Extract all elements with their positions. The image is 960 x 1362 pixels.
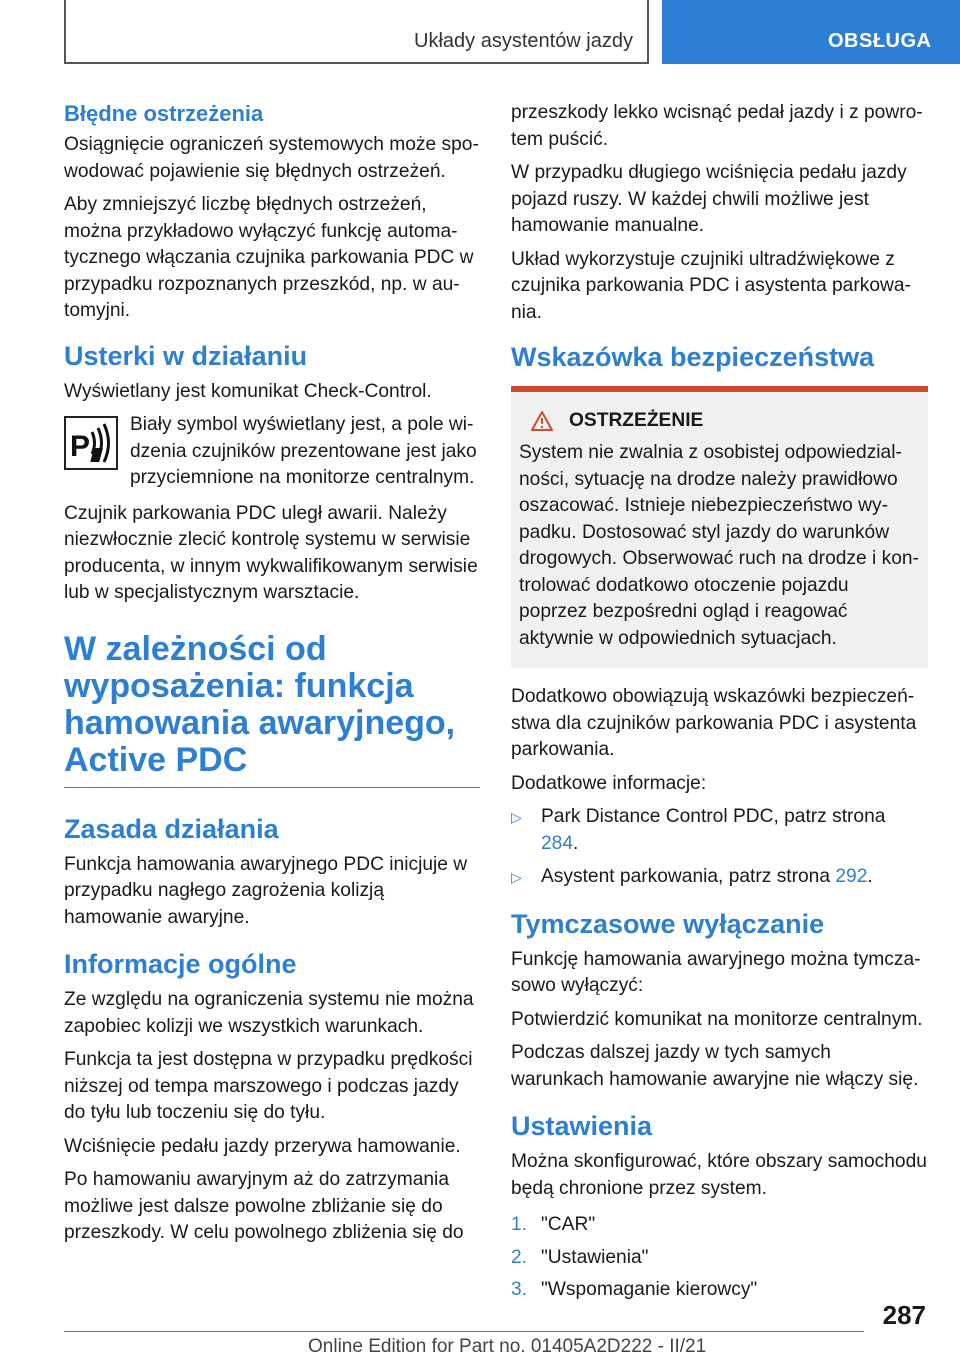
step-text: "Ustawienia" <box>541 1246 649 1268</box>
pdc-sensor-icon <box>64 416 118 470</box>
page-link-284[interactable]: 284 <box>541 832 574 854</box>
bullet-text <box>541 804 928 857</box>
left-column <box>64 100 480 1254</box>
paragraph: Po hamowaniu awaryjnym aż do zatrzymania możliwe jest dalsze powolne zbliżanie się do przeszkody. W celu powolnego zbliżenia się do <box>64 1169 464 1243</box>
bullet-label: Asystent parkowania, patrz strona <box>541 866 836 887</box>
header-chapter-tab[interactable] <box>662 0 960 64</box>
settings-steps <box>511 1212 928 1304</box>
paragraph: Funkcję hamowania awaryjnego można tymczasowo wyłączyć: <box>511 948 921 996</box>
page-number: 287 <box>882 1300 926 1330</box>
bullet-arrow-icon: ▷ <box>511 809 522 825</box>
paragraph: Dodatkowo obowiązują wskazówki bezpieczeństwa dla czujników parkowania PDC i asystenta parkowania. <box>511 686 917 760</box>
footer-edition: Online Edition for Part no. 01405A2D222 - II/21 <box>308 1336 707 1357</box>
heading-usterki: Usterki w działaniu <box>64 340 308 371</box>
page-link-292[interactable]: 292 <box>835 866 868 887</box>
paragraph: Układ wykorzystuje czujniki ultradźwiękowe z czujnika parkowania PDC i asystenta parkowania. <box>511 248 911 323</box>
heading-wskazowka-bezpieczenstwa: Wskazówka bezpieczeństwa <box>511 342 875 372</box>
warning-triangle-icon <box>531 411 553 431</box>
bullet-label: Park Distance Control PDC, patrz strona <box>541 806 886 827</box>
step-number: 1. <box>511 1214 528 1235</box>
bullet-item <box>511 804 928 857</box>
svg-text:P: P <box>70 430 91 463</box>
paragraph: Funkcja hamowania awaryjnego PDC inicjuje w przypadku nagłego zagrożenia kolizją hamowanie awaryjne. <box>64 853 468 928</box>
bullet-item <box>511 864 928 891</box>
right-column <box>511 100 928 1310</box>
warning-title: OSTRZEŻENIE <box>569 410 704 431</box>
step-number: 3. <box>511 1279 528 1300</box>
warning-text: System nie zwalnia z osobistej odpowiedzialności, sytuację na drodze należy prawidłowo oszacować. Istnieje niebezpieczeństwo wypadku. Dostosować styl jazdy do warunków drogowych. Obserwować ruch na drodze i kontrolować dodatkowo otoczenie pojazdu poprzez bezpośredni ogląd i reagować aktywnie w odpowiednich sytuacjach. <box>519 442 919 649</box>
warning-box <box>511 386 928 668</box>
step-item <box>511 1212 928 1239</box>
paragraph: Osiągnięcie ograniczeń systemowych może spowodować pojawienie się błędnych ostrzeżeń. <box>64 134 479 182</box>
header-chapter-label: OBSŁUGA <box>828 30 932 52</box>
step-number: 2. <box>511 1246 528 1268</box>
paragraph: Czujnik parkowania PDC uległ awarii. Należy niezwłocznie zlecić kontrolę systemu w serwisie producenta, w innym wykwalifikowanym serwisie lub w specjalistycznym warsztacie. <box>64 502 478 603</box>
bullet-text <box>541 864 873 891</box>
paragraph: Wciśnięcie pedału jazdy przerywa hamowanie. <box>64 1135 461 1157</box>
header-section-title: Układy asystentów jazdy <box>414 30 633 52</box>
pdc-symbol-row <box>64 412 480 492</box>
heading-tymczasowe-wylaczanie: Tymczasowe wyłączanie <box>511 908 825 939</box>
step-item <box>511 1245 928 1272</box>
paragraph: W przypadku długiego wciśnięcia pedału jazdy pojazd ruszy. W każdej chwili możliwe jest hamowanie manualne. <box>511 162 907 236</box>
heading-informacje-ogolne: Informacje ogólne <box>64 949 297 979</box>
paragraph: Wyświetlany jest komunikat Check-Control. <box>64 380 432 402</box>
step-item <box>511 1277 928 1304</box>
heading-main-active-pdc: W zależności od wyposażenia: funkcja hamowania awaryjnego, Active PDC <box>64 629 456 779</box>
heading-rule <box>64 787 480 788</box>
page-header <box>0 0 960 66</box>
step-text: "CAR" <box>541 1214 596 1235</box>
paragraph: przeszkody lekko wcisnąć pedał jazdy i z powrotem puścić. <box>511 102 923 150</box>
paragraph: Ze względu na ograniczenia systemu nie można zapobiec kolizji we wszystkich warunkach. <box>64 989 474 1037</box>
header-section-box <box>64 0 649 64</box>
paragraph: Aby zmniejszyć liczbę błędnych ostrzeżeń, można przykładowo wyłączyć funkcję automatycznego włączania czujnika parkowania PDC w przypadku rozpoznanych przeszkód, np. w automyjni. <box>64 194 474 321</box>
paragraph: Można skonfigurować, które obszary samochodu będą chronione przez system. <box>511 1151 927 1199</box>
pdc-symbol-description: Biały symbol wyświetlany jest, a pole widzenia czujników prezentowane jest jako przyciemnione na monitorze centralnym. <box>130 414 477 488</box>
heading-ustawienia: Ustawienia <box>511 1111 653 1141</box>
heading-zasada-dzialania: Zasada działania <box>64 813 279 844</box>
step-text: "Wspomaganie kierowcy" <box>541 1279 758 1300</box>
bullet-end: . <box>573 832 579 854</box>
paragraph: Funkcja ta jest dostępna w przypadku prędkości niższej od tempa marszowego i podczas jazdy do tyłu lub toczeniu się do tyłu. <box>64 1049 473 1123</box>
bullet-end: . <box>867 866 873 887</box>
paragraph: Podczas dalszej jazdy w tych samych warunkach hamowanie awaryjne nie włączy się. <box>511 1042 919 1090</box>
warning-header <box>531 408 920 434</box>
paragraph: Dodatkowe informacje: <box>511 772 707 794</box>
footer-rule <box>64 1331 864 1332</box>
heading-bledne-ostrzezenia: Błędne ostrzeżenia <box>64 101 264 126</box>
bullet-arrow-icon: ▷ <box>511 869 522 885</box>
paragraph: Potwierdzić komunikat na monitorze centralnym. <box>511 1008 923 1030</box>
